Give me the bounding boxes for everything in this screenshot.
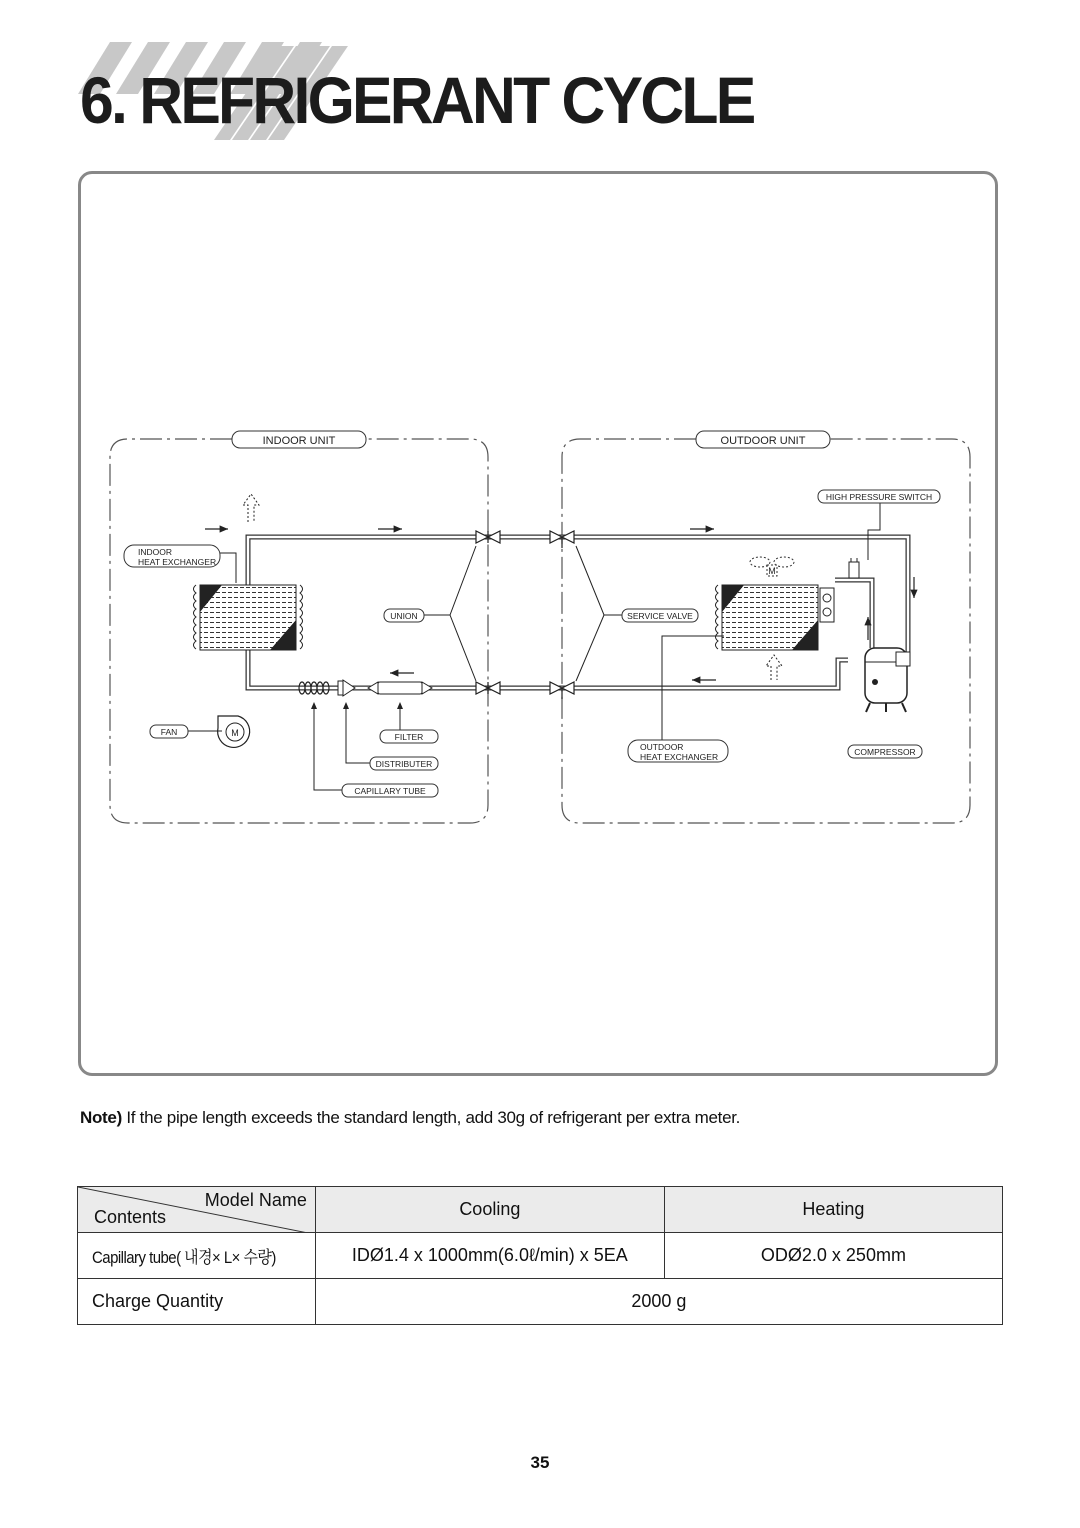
distributer	[338, 680, 355, 696]
outdoor-hx-label-2: HEAT EXCHANGER	[640, 752, 719, 762]
cooling-header: Cooling	[315, 1187, 664, 1233]
union-valve-top	[476, 531, 500, 543]
indoor-fan-motor-label: M	[231, 728, 239, 738]
page-number: 35	[530, 1453, 550, 1472]
table-corner-cell	[78, 1187, 316, 1233]
table-row	[78, 1233, 1003, 1279]
filter-label: FILTER	[394, 732, 424, 742]
table-row	[78, 1279, 1003, 1325]
heating-header: Heating	[664, 1187, 1002, 1233]
outdoor-hx-label-1: OUTDOOR	[640, 742, 684, 752]
union-label: UNION	[390, 611, 418, 621]
capillary-cooling-value: IDØ1.4 x 1000mm(6.0ℓ/min) x 5EA	[315, 1233, 664, 1279]
note	[80, 1108, 740, 1128]
service-valve-bottom	[550, 682, 574, 699]
capillary-heating-value: ODØ2.0 x 250mm	[664, 1233, 1002, 1279]
filter	[368, 682, 432, 694]
indoor-hx-label-2: HEAT EXCHANGER	[138, 557, 217, 567]
capillary-row-label-cell	[78, 1233, 316, 1279]
compressor-label: COMPRESSOR	[854, 747, 916, 757]
capillary-row-label: Capillary tube( 내경× L× 수량)	[92, 1248, 276, 1267]
page-title: 6. REFRIGERANT CYCLE	[80, 63, 754, 137]
indoor-unit-label: INDOOR UNIT	[262, 435, 336, 447]
high-pressure-switch-label: HIGH PRESSURE SWITCH	[825, 492, 933, 502]
charge-quantity-value: 2000 g	[315, 1279, 1002, 1325]
outdoor-heat-exchanger	[716, 585, 835, 650]
outdoor-fan-motor-label: M	[768, 566, 776, 576]
capillary-tube-label: CAPILLARY TUBE	[354, 786, 426, 796]
service-valve-label: SERVICE VALVE	[627, 611, 693, 621]
union-valve-bottom	[476, 682, 500, 694]
indoor-hx-label-1: INDOOR	[138, 547, 172, 557]
high-pressure-switch	[849, 558, 859, 578]
fan-label: FAN	[160, 727, 178, 737]
compressor	[865, 648, 910, 712]
charge-quantity-label: Charge Quantity	[78, 1279, 316, 1325]
note-label: Note)	[80, 1108, 122, 1127]
note-text: If the pipe length exceeds the standard length, add 30g of refrigerant per extra meter.	[121, 1108, 741, 1127]
contents-header: Contents	[94, 1207, 167, 1227]
model-name-header: Model Name	[204, 1190, 307, 1210]
table-header-row	[78, 1187, 1003, 1233]
indoor-heat-exchanger	[194, 585, 303, 650]
outdoor-unit-label: OUTDOOR UNIT	[720, 435, 806, 447]
spec-table	[77, 1186, 1003, 1325]
distributer-label: DISTRIBUTER	[375, 759, 433, 769]
